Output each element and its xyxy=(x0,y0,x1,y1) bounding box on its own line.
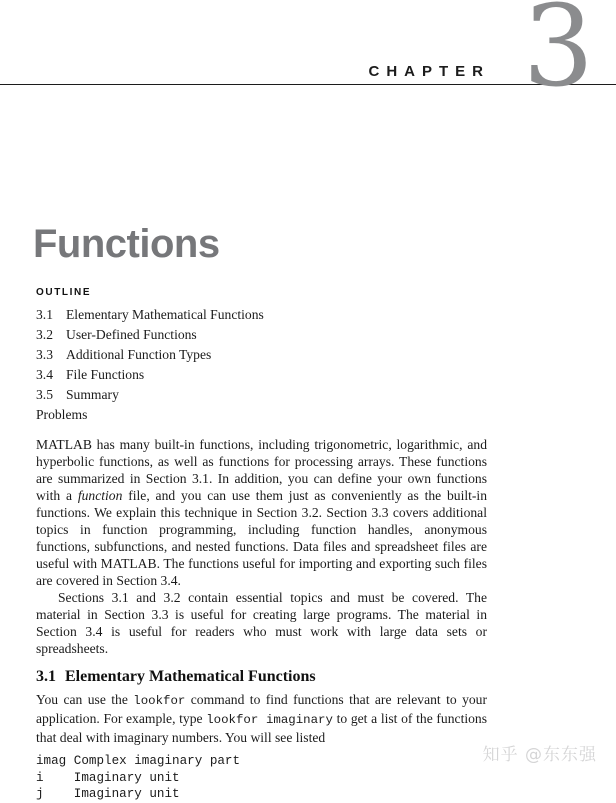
outline-list xyxy=(36,305,487,425)
outline-item xyxy=(36,405,487,425)
outline-item xyxy=(36,345,487,365)
outline-item-number: 3.2 xyxy=(36,327,53,342)
section-title: Elementary Mathematical Functions xyxy=(65,668,316,685)
watermark: 知乎 @东东强 xyxy=(482,745,597,765)
code-line: i Imaginary unit xyxy=(36,770,180,785)
outline-item-label: Problems xyxy=(36,407,88,422)
outline-item xyxy=(36,365,487,385)
outline-item-number: 3.4 xyxy=(36,367,53,382)
outline-item-label: User-Defined Functions xyxy=(66,327,197,342)
outline-item xyxy=(36,305,487,325)
outline-item-label: File Functions xyxy=(66,367,145,382)
outline-item-number: 3.3 xyxy=(36,347,53,362)
outline-item-label: Elementary Mathematical Functions xyxy=(66,307,264,322)
code-line: imag Complex imaginary part xyxy=(36,754,241,768)
chapter-number: 3 xyxy=(522,0,594,112)
outline-item-label: Additional Function Types xyxy=(66,347,212,362)
outline-item-number: 3.1 xyxy=(36,307,53,322)
paragraph: You can use the lookfor command to find functions that are relevant to your application. For example, type lookfor imaginary to get a list of the functions that deal with imaginary numbers. You will see listed xyxy=(36,692,488,745)
outline-item xyxy=(36,325,487,345)
section-number: 3.1 xyxy=(36,668,56,685)
outline-item-label: Summary xyxy=(66,387,119,402)
outline-item-number: 3.5 xyxy=(36,387,53,402)
paragraph: MATLAB has many built-in functions, including trigonometric, logarithmic, and hyperbolic functions, as well as functions for processing arrays. These functions are summarized in Section 3.1. In addition, you can define your own functions with a function file, and you can use them just as conveniently as the built-in functions. We explain this technique in Section 3.2. Section 3.3 covers additional topics in function programming, including function handles, anonymous functions, subfunctions, and nested functions. Data files and spreadsheet files are useful with MATLAB. The functions useful for importing and exporting such files are covered in Section 3.4. xyxy=(36,437,488,588)
chapter-label: CHAPTER xyxy=(368,63,490,80)
page-content xyxy=(36,287,487,803)
chapter-title: Functions xyxy=(33,222,220,266)
code-line: j Imaginary unit xyxy=(36,787,180,801)
outline-heading: OUTLINE xyxy=(36,287,92,298)
outline-item xyxy=(36,385,487,405)
section-heading xyxy=(36,667,487,686)
paragraph: Sections 3.1 and 3.2 contain essential topics and must be covered. The material in Section 3.3 is useful for creating large programs. The material in Section 3.4 is useful for readers who must work with large data sets or spreadsheets. xyxy=(36,590,487,656)
